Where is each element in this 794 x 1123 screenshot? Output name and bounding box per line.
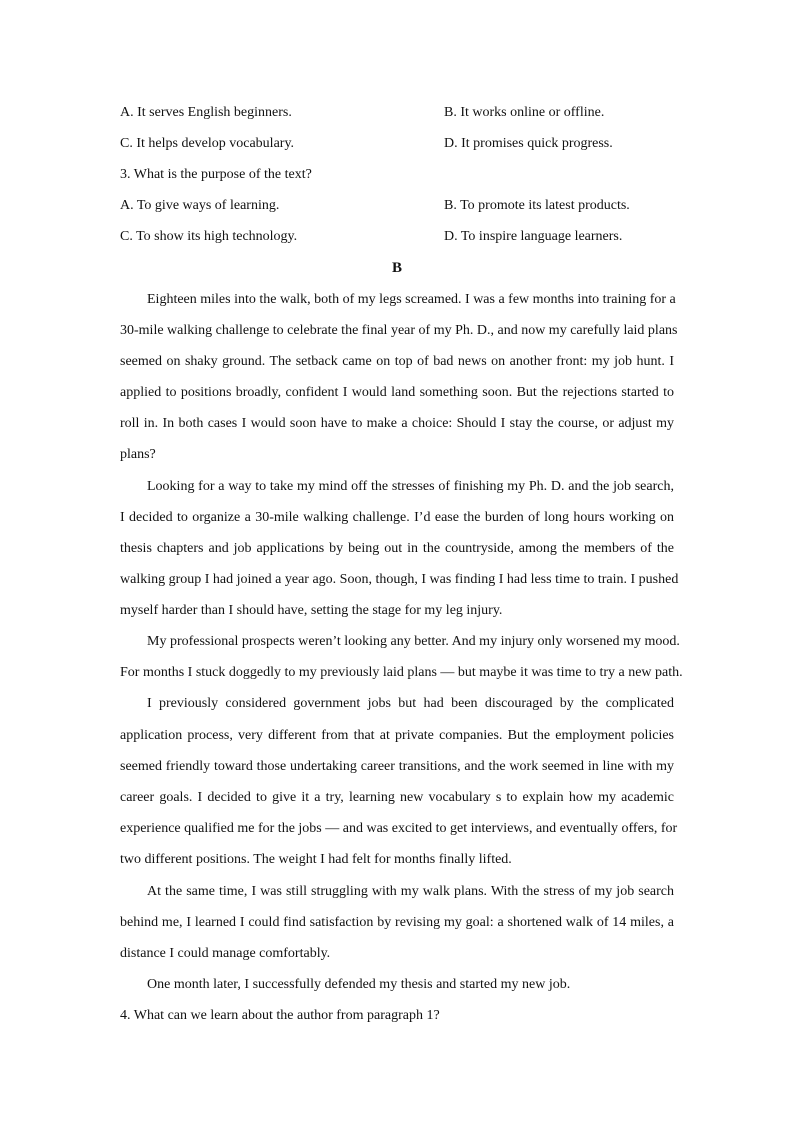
passage-line: plans?: [120, 447, 156, 462]
passage-line: two different positions. The weight I had felt for months finally lifted.: [120, 852, 512, 867]
q3-option-c: C. To show its high technology.: [120, 229, 298, 244]
passage-line: distance I could manage comfortably.: [120, 946, 331, 961]
q2-option-b: B. It works online or offline.: [444, 105, 605, 120]
q4-question: 4. What can we learn about the author from paragraph 1?: [120, 1008, 440, 1023]
section-heading: B: [391, 260, 402, 276]
q3-option-b: B. To promote its latest products.: [444, 198, 630, 213]
passage-line: seemed friendly toward those undertaking career transitions, and the work seemed in line with my: [120, 759, 674, 774]
passage-line: thesis chapters and job applications by being out in the countryside, among the members of the: [120, 541, 674, 556]
q2-option-a: A. It serves English beginners.: [120, 105, 292, 120]
passage-line: seemed on shaky ground. The setback came on top of bad news on another front: my job hunt. I: [120, 354, 674, 369]
passage-line: experience qualified me for the jobs — and was excited to get interviews, and eventually offers, for: [120, 821, 678, 836]
q2-option-d: D. It promises quick progress.: [444, 136, 613, 151]
passage-line: roll in. In both cases I would soon have to make a choice: Should I stay the course, or adjust my: [120, 416, 674, 431]
passage-line: applied to positions broadly, confident I would land something soon. But the rejections started to: [120, 385, 674, 400]
q3-option-a: A. To give ways of learning.: [120, 198, 280, 213]
passage-line: Eighteen miles into the walk, both of my legs screamed. I was a few months into training for a: [147, 292, 676, 307]
passage-line: Looking for a way to take my mind off the stresses of finishing my Ph. D. and the job search,: [147, 479, 674, 494]
q3-question: 3. What is the purpose of the text?: [120, 167, 312, 182]
passage-line: 30-mile walking challenge to celebrate the final year of my Ph. D., and now my carefully laid plans: [120, 323, 678, 338]
passage-line: One month later, I successfully defended my thesis and started my new job.: [147, 977, 571, 992]
passage-line: At the same time, I was still struggling with my walk plans. With the stress of my job search: [147, 884, 674, 899]
passage-line: myself harder than I should have, setting the stage for my leg injury.: [120, 603, 503, 618]
passage-line: For months I stuck doggedly to my previously laid plans — but maybe it was time to try a new path.: [120, 665, 683, 680]
passage-line: application process, very different from that at private companies. But the employment policies: [120, 728, 674, 743]
passage-line: career goals. I decided to give it a try, learning new vocabulary s to explain how my academic: [120, 790, 674, 805]
passage-line: I previously considered government jobs but had been discouraged by the complicated: [147, 696, 674, 711]
q2-option-c: C. It helps develop vocabulary.: [120, 136, 295, 151]
passage-line: walking group I had joined a year ago. Soon, though, I was finding I had less time to train. I pushed: [120, 572, 679, 587]
passage-line: I decided to organize a 30-mile walking challenge. I’d ease the burden of long hours working on: [120, 510, 674, 525]
passage-line: behind me, I learned I could find satisfaction by revising my goal: a shortened walk of 14 miles, a: [120, 915, 674, 930]
passage-line: My professional prospects weren’t looking any better. And my injury only worsened my mood.: [147, 634, 680, 649]
q3-option-d: D. To inspire language learners.: [444, 229, 623, 244]
